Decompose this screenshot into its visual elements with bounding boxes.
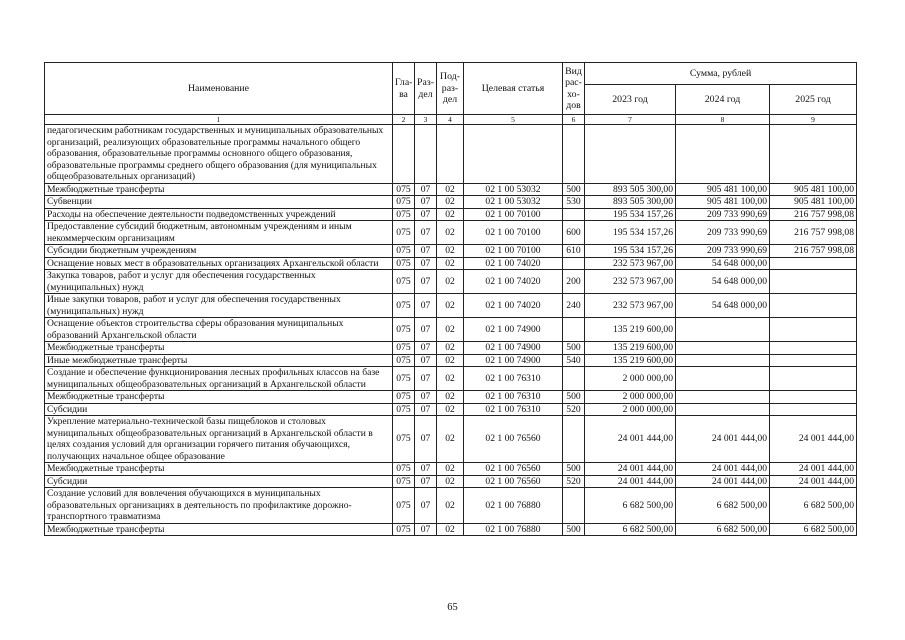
header-2025: 2025 год xyxy=(770,85,857,115)
cell-sum-2023: 2 000 000,00 xyxy=(585,403,676,416)
cell-vid-rashodov: 540 xyxy=(563,354,585,367)
table-row xyxy=(45,318,857,342)
cell-sum-2024: 54 648 000,00 xyxy=(676,294,770,318)
col-number: 2 xyxy=(393,115,415,125)
cell-sum-2025: 905 481 100,00 xyxy=(770,196,857,209)
cell-name: Закупка товаров, работ и услуг для обеспечения государственных (муниципальных) нужд xyxy=(45,270,393,294)
cell-name: Иные закупки товаров, работ и услуг для обеспечения государственных (муниципальных) нужд xyxy=(45,294,393,318)
cell-name: Создание условий для вовлечения обучающихся в муниципальных образовательных организациях в деятельность по профилактике дорожно-транспортного травматизма xyxy=(45,488,393,524)
cell-razdel xyxy=(415,125,437,184)
cell-razdel: 07 xyxy=(415,416,437,463)
cell-podrazdel: 02 xyxy=(437,221,464,245)
cell-name: Межбюджетные трансферты xyxy=(45,463,393,476)
cell-celevaya-statya: 02 1 00 76560 xyxy=(464,475,563,488)
cell-sum-2023: 232 573 967,00 xyxy=(585,270,676,294)
table-row xyxy=(45,208,857,221)
cell-sum-2025: 6 682 500,00 xyxy=(770,523,857,536)
cell-celevaya-statya: 02 1 00 76560 xyxy=(464,463,563,476)
table-row xyxy=(45,416,857,463)
cell-celevaya-statya: 02 1 00 74900 xyxy=(464,342,563,355)
cell-celevaya-statya: 02 1 00 76310 xyxy=(464,403,563,416)
cell-sum-2025 xyxy=(770,391,857,404)
cell-podrazdel: 02 xyxy=(437,183,464,196)
cell-celevaya-statya: 02 1 00 76880 xyxy=(464,523,563,536)
cell-sum-2025 xyxy=(770,294,857,318)
cell-sum-2024 xyxy=(676,403,770,416)
cell-podrazdel: 02 xyxy=(437,196,464,209)
cell-razdel: 07 xyxy=(415,221,437,245)
cell-glava: 075 xyxy=(393,221,415,245)
table-row xyxy=(45,125,857,184)
cell-glava: 075 xyxy=(393,367,415,391)
cell-sum-2025: 6 682 500,00 xyxy=(770,488,857,524)
header-name: Наименование xyxy=(45,63,393,115)
cell-celevaya-statya: 02 1 00 74900 xyxy=(464,354,563,367)
cell-sum-2023: 2 000 000,00 xyxy=(585,391,676,404)
cell-sum-2025: 216 757 998,08 xyxy=(770,208,857,221)
cell-glava: 075 xyxy=(393,318,415,342)
cell-razdel: 07 xyxy=(415,294,437,318)
cell-celevaya-statya: 02 1 00 76560 xyxy=(464,416,563,463)
cell-celevaya-statya: 02 1 00 74020 xyxy=(464,294,563,318)
cell-sum-2025: 24 001 444,00 xyxy=(770,475,857,488)
cell-vid-rashodov: 200 xyxy=(563,270,585,294)
cell-sum-2024 xyxy=(676,342,770,355)
col-number: 6 xyxy=(563,115,585,125)
table-row xyxy=(45,354,857,367)
table-row xyxy=(45,391,857,404)
table-row xyxy=(45,270,857,294)
cell-celevaya-statya: 02 1 00 70100 xyxy=(464,221,563,245)
cell-celevaya-statya: 02 1 00 76310 xyxy=(464,391,563,404)
cell-podrazdel: 02 xyxy=(437,318,464,342)
cell-glava: 075 xyxy=(393,523,415,536)
cell-sum-2025: 24 001 444,00 xyxy=(770,416,857,463)
cell-celevaya-statya: 02 1 00 53032 xyxy=(464,196,563,209)
cell-podrazdel: 02 xyxy=(437,463,464,476)
cell-podrazdel xyxy=(437,125,464,184)
cell-sum-2023: 195 534 157,26 xyxy=(585,208,676,221)
cell-sum-2024: 24 001 444,00 xyxy=(676,416,770,463)
cell-celevaya-statya: 02 1 00 76880 xyxy=(464,488,563,524)
cell-razdel: 07 xyxy=(415,208,437,221)
cell-podrazdel: 02 xyxy=(437,488,464,524)
col-number: 5 xyxy=(464,115,563,125)
cell-vid-rashodov xyxy=(563,488,585,524)
cell-sum-2024: 24 001 444,00 xyxy=(676,463,770,476)
cell-sum-2023 xyxy=(585,125,676,184)
col-number: 3 xyxy=(415,115,437,125)
cell-podrazdel: 02 xyxy=(437,270,464,294)
cell-podrazdel: 02 xyxy=(437,257,464,270)
cell-podrazdel: 02 xyxy=(437,342,464,355)
cell-podrazdel: 02 xyxy=(437,416,464,463)
cell-sum-2023: 893 505 300,00 xyxy=(585,183,676,196)
cell-sum-2024: 24 001 444,00 xyxy=(676,475,770,488)
cell-vid-rashodov xyxy=(563,367,585,391)
table-row xyxy=(45,183,857,196)
col-number: 9 xyxy=(770,115,857,125)
cell-vid-rashodov: 520 xyxy=(563,475,585,488)
header-celevaya-statya: Целевая статья xyxy=(464,63,563,115)
cell-sum-2024: 905 481 100,00 xyxy=(676,183,770,196)
cell-vid-rashodov xyxy=(563,318,585,342)
cell-vid-rashodov: 520 xyxy=(563,403,585,416)
table-row xyxy=(45,221,857,245)
cell-sum-2023: 24 001 444,00 xyxy=(585,475,676,488)
cell-glava: 075 xyxy=(393,463,415,476)
cell-name: Субсидии xyxy=(45,403,393,416)
cell-celevaya-statya: 02 1 00 70100 xyxy=(464,208,563,221)
cell-sum-2023: 135 219 600,00 xyxy=(585,354,676,367)
cell-sum-2024: 6 682 500,00 xyxy=(676,523,770,536)
cell-podrazdel: 02 xyxy=(437,523,464,536)
cell-glava: 075 xyxy=(393,391,415,404)
cell-vid-rashodov: 500 xyxy=(563,463,585,476)
cell-podrazdel: 02 xyxy=(437,391,464,404)
cell-sum-2023: 232 573 967,00 xyxy=(585,257,676,270)
table-row xyxy=(45,463,857,476)
cell-celevaya-statya xyxy=(464,125,563,184)
cell-sum-2023: 893 505 300,00 xyxy=(585,196,676,209)
table-row xyxy=(45,367,857,391)
cell-name: Субвенции xyxy=(45,196,393,209)
cell-name: Межбюджетные трансферты xyxy=(45,391,393,404)
cell-sum-2024: 209 733 990,69 xyxy=(676,221,770,245)
cell-sum-2025 xyxy=(770,318,857,342)
cell-sum-2023: 2 000 000,00 xyxy=(585,367,676,391)
cell-glava: 075 xyxy=(393,196,415,209)
col-number: 4 xyxy=(437,115,464,125)
header-glava: Гла-ва xyxy=(393,63,415,115)
col-number: 1 xyxy=(45,115,393,125)
cell-glava: 075 xyxy=(393,270,415,294)
cell-sum-2025 xyxy=(770,125,857,184)
cell-razdel: 07 xyxy=(415,391,437,404)
cell-name: Укрепление материально-технической базы пищеблоков и столовых муниципальных общеобразовательных организаций в Архангельской области в целях создания условий для организации горячего питания обучающихся, получающих начальное общее образование xyxy=(45,416,393,463)
cell-podrazdel: 02 xyxy=(437,208,464,221)
cell-sum-2025: 24 001 444,00 xyxy=(770,463,857,476)
cell-razdel: 07 xyxy=(415,475,437,488)
header-vid-rashodov: Вид рас-хо-дов xyxy=(563,63,585,115)
cell-glava: 075 xyxy=(393,475,415,488)
cell-name: Субсидии бюджетным учреждениям xyxy=(45,245,393,258)
budget-table xyxy=(44,62,857,536)
cell-razdel: 07 xyxy=(415,488,437,524)
cell-glava xyxy=(393,125,415,184)
cell-name: Расходы на обеспечение деятельности подведомственных учреждений xyxy=(45,208,393,221)
cell-name: Предоставление субсидий бюджетным, автономным учреждениям и иным некоммерческим организациям xyxy=(45,221,393,245)
cell-sum-2024 xyxy=(676,318,770,342)
cell-razdel: 07 xyxy=(415,196,437,209)
page-number: 65 xyxy=(447,602,458,613)
table-row xyxy=(45,245,857,258)
cell-name: Межбюджетные трансферты xyxy=(45,342,393,355)
cell-celevaya-statya: 02 1 00 76310 xyxy=(464,367,563,391)
table-body xyxy=(45,125,857,536)
cell-sum-2023: 24 001 444,00 xyxy=(585,416,676,463)
cell-sum-2025 xyxy=(770,270,857,294)
cell-vid-rashodov xyxy=(563,208,585,221)
cell-sum-2024: 54 648 000,00 xyxy=(676,257,770,270)
cell-vid-rashodov xyxy=(563,125,585,184)
cell-glava: 075 xyxy=(393,416,415,463)
header-podrazdel: Под-раз-дел xyxy=(437,63,464,115)
col-number: 7 xyxy=(585,115,676,125)
cell-name: Создание и обеспечение функционирования лесных профильных классов на базе муниципальных общеобразовательных организаций в Архангельской области xyxy=(45,367,393,391)
cell-sum-2025: 905 481 100,00 xyxy=(770,183,857,196)
cell-name: Межбюджетные трансферты xyxy=(45,183,393,196)
cell-sum-2023: 135 219 600,00 xyxy=(585,342,676,355)
cell-glava: 075 xyxy=(393,257,415,270)
col-number: 8 xyxy=(676,115,770,125)
column-number-row xyxy=(45,115,857,125)
cell-razdel: 07 xyxy=(415,403,437,416)
cell-vid-rashodov: 500 xyxy=(563,391,585,404)
cell-glava: 075 xyxy=(393,183,415,196)
table-row xyxy=(45,342,857,355)
cell-sum-2024 xyxy=(676,354,770,367)
cell-razdel: 07 xyxy=(415,245,437,258)
cell-razdel: 07 xyxy=(415,257,437,270)
cell-podrazdel: 02 xyxy=(437,294,464,318)
cell-sum-2023: 135 219 600,00 xyxy=(585,318,676,342)
cell-sum-2023: 195 534 157,26 xyxy=(585,245,676,258)
header-razdel: Раз-дел xyxy=(415,63,437,115)
header-summa: Сумма, рублей xyxy=(585,63,857,85)
table-row xyxy=(45,257,857,270)
cell-sum-2025 xyxy=(770,354,857,367)
cell-vid-rashodov: 500 xyxy=(563,183,585,196)
cell-celevaya-statya: 02 1 00 74020 xyxy=(464,257,563,270)
cell-razdel: 07 xyxy=(415,463,437,476)
table-row xyxy=(45,196,857,209)
cell-sum-2024: 905 481 100,00 xyxy=(676,196,770,209)
cell-razdel: 07 xyxy=(415,183,437,196)
cell-razdel: 07 xyxy=(415,270,437,294)
table-row xyxy=(45,488,857,524)
cell-sum-2024 xyxy=(676,125,770,184)
cell-vid-rashodov: 600 xyxy=(563,221,585,245)
table-row xyxy=(45,523,857,536)
cell-sum-2025 xyxy=(770,403,857,416)
cell-sum-2025 xyxy=(770,367,857,391)
cell-vid-rashodov: 500 xyxy=(563,342,585,355)
cell-podrazdel: 02 xyxy=(437,367,464,391)
cell-vid-rashodov xyxy=(563,257,585,270)
cell-glava: 075 xyxy=(393,294,415,318)
cell-sum-2025 xyxy=(770,342,857,355)
table-row xyxy=(45,403,857,416)
cell-name: Иные межбюджетные трансферты xyxy=(45,354,393,367)
header-2024: 2024 год xyxy=(676,85,770,115)
cell-name: педагогическим работникам государственных и муниципальных образовательных организаций, реализующих образовательные программы начального общего образования, образовательные программы основного общего образования, образовательные программы среднего общего образования (для муниципальных общеобразовательных организаций) xyxy=(45,125,393,184)
cell-sum-2023: 6 682 500,00 xyxy=(585,488,676,524)
cell-name: Межбюджетные трансферты xyxy=(45,523,393,536)
cell-razdel: 07 xyxy=(415,523,437,536)
cell-sum-2023: 24 001 444,00 xyxy=(585,463,676,476)
cell-celevaya-statya: 02 1 00 74900 xyxy=(464,318,563,342)
cell-podrazdel: 02 xyxy=(437,403,464,416)
cell-celevaya-statya: 02 1 00 70100 xyxy=(464,245,563,258)
cell-sum-2024: 6 682 500,00 xyxy=(676,488,770,524)
cell-sum-2024 xyxy=(676,391,770,404)
cell-sum-2025 xyxy=(770,257,857,270)
cell-sum-2024: 209 733 990,69 xyxy=(676,245,770,258)
cell-glava: 075 xyxy=(393,245,415,258)
cell-sum-2024: 54 648 000,00 xyxy=(676,270,770,294)
cell-sum-2023: 195 534 157,26 xyxy=(585,221,676,245)
cell-glava: 075 xyxy=(393,342,415,355)
cell-sum-2023: 232 573 967,00 xyxy=(585,294,676,318)
cell-razdel: 07 xyxy=(415,318,437,342)
cell-glava: 075 xyxy=(393,403,415,416)
table-row xyxy=(45,294,857,318)
cell-vid-rashodov xyxy=(563,416,585,463)
cell-podrazdel: 02 xyxy=(437,245,464,258)
cell-glava: 075 xyxy=(393,208,415,221)
cell-podrazdel: 02 xyxy=(437,475,464,488)
header-2023: 2023 год xyxy=(585,85,676,115)
cell-sum-2024 xyxy=(676,367,770,391)
cell-glava: 075 xyxy=(393,354,415,367)
cell-glava: 075 xyxy=(393,488,415,524)
cell-podrazdel: 02 xyxy=(437,354,464,367)
cell-razdel: 07 xyxy=(415,354,437,367)
cell-vid-rashodov: 500 xyxy=(563,523,585,536)
cell-sum-2025: 216 757 998,08 xyxy=(770,245,857,258)
cell-sum-2024: 209 733 990,69 xyxy=(676,208,770,221)
cell-name: Оснащение объектов строительства сферы образования муниципальных образований Архангельской области xyxy=(45,318,393,342)
cell-razdel: 07 xyxy=(415,367,437,391)
cell-name: Оснащение новых мест в образовательных организациях Архангельской области xyxy=(45,257,393,270)
cell-razdel: 07 xyxy=(415,342,437,355)
cell-celevaya-statya: 02 1 00 74020 xyxy=(464,270,563,294)
cell-celevaya-statya: 02 1 00 53032 xyxy=(464,183,563,196)
cell-sum-2025: 216 757 998,08 xyxy=(770,221,857,245)
cell-sum-2023: 6 682 500,00 xyxy=(585,523,676,536)
cell-name: Субсидии xyxy=(45,475,393,488)
cell-vid-rashodov: 610 xyxy=(563,245,585,258)
cell-vid-rashodov: 530 xyxy=(563,196,585,209)
table-row xyxy=(45,475,857,488)
cell-vid-rashodov: 240 xyxy=(563,294,585,318)
